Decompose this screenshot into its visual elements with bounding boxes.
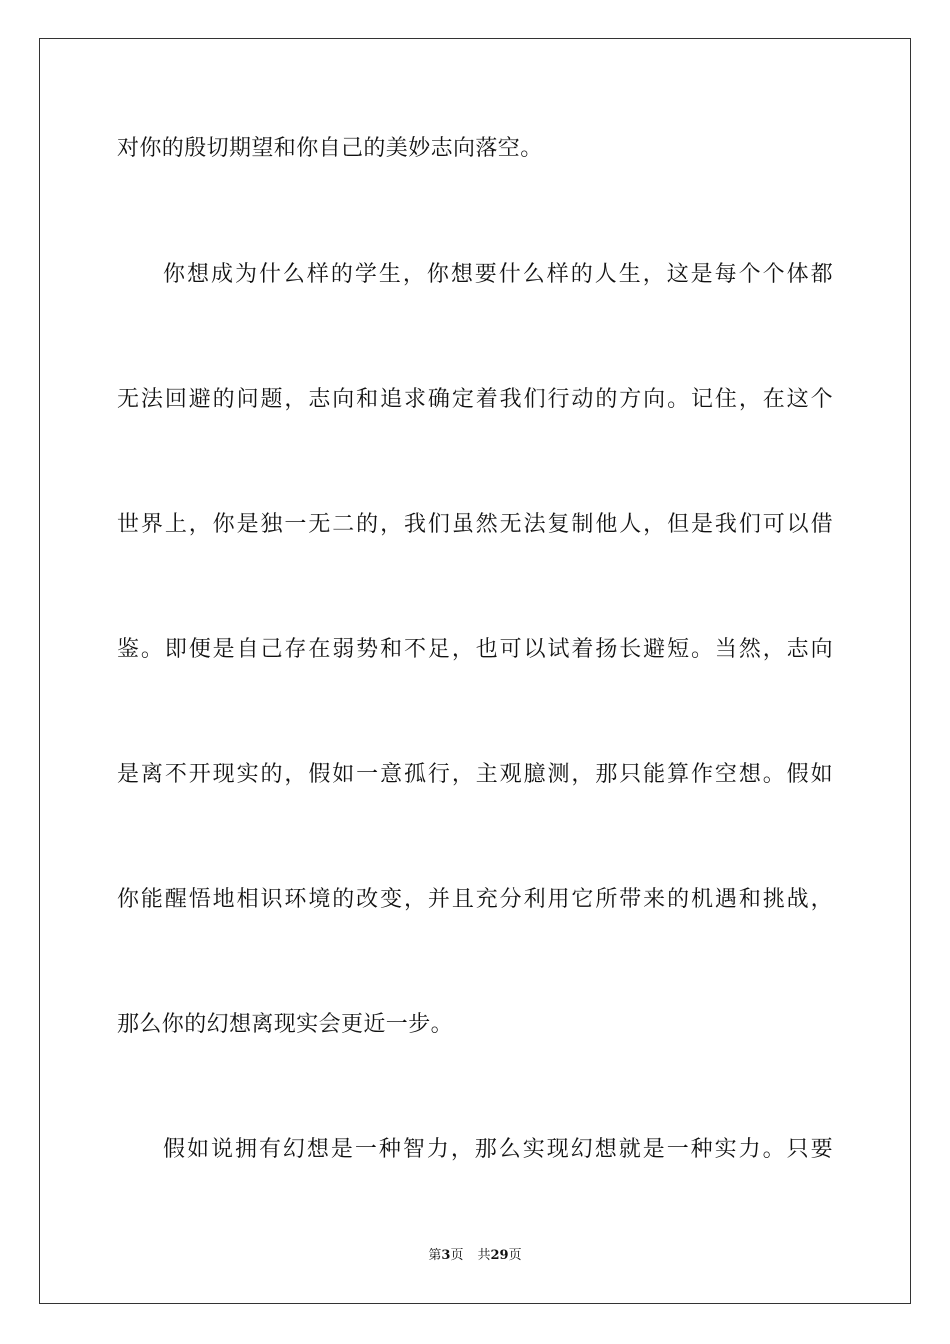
page-footer xyxy=(0,1247,950,1265)
paragraph-line-6: 是离不开现实的，假如一意孤行，主观臆测，那只能算作空想。假如 xyxy=(117,762,833,787)
paragraph-line-3: 无法回避的问题，志向和追求确定着我们行动的方向。记住，在这个 xyxy=(117,387,833,412)
paragraph-line-8: 那么你的幻想离现实会更近一步。 xyxy=(117,1012,454,1037)
paragraph-line-1: 对你的殷切期望和你自己的美妙志向落空。 xyxy=(117,136,543,161)
paragraph-line-2: 你想成为什么样的学生，你想要什么样的人生，这是每个个体都 xyxy=(163,262,833,287)
paragraph-line-7: 你能醒悟地相识环境的改变，并且充分利用它所带来的机遇和挑战， xyxy=(117,887,833,912)
paragraph-line-5: 鉴。即便是自己存在弱势和不足，也可以试着扬长避短。当然，志向 xyxy=(117,637,833,662)
page-frame xyxy=(39,38,911,1304)
footer-page-suffix: 页 xyxy=(450,1248,464,1263)
footer-total-suffix: 页 xyxy=(508,1248,522,1263)
paragraph-line-9: 假如说拥有幻想是一种智力，那么实现幻想就是一种实力。只要 xyxy=(163,1137,833,1162)
footer-total-prefix: 共 xyxy=(477,1248,491,1263)
footer-page-prefix: 第 xyxy=(428,1248,442,1263)
footer-total-pages: 29 xyxy=(490,1248,509,1263)
footer-page-number: 3 xyxy=(441,1248,451,1263)
paragraph-line-4: 世界上，你是独一无二的，我们虽然无法复制他人，但是我们可以借 xyxy=(117,512,833,537)
